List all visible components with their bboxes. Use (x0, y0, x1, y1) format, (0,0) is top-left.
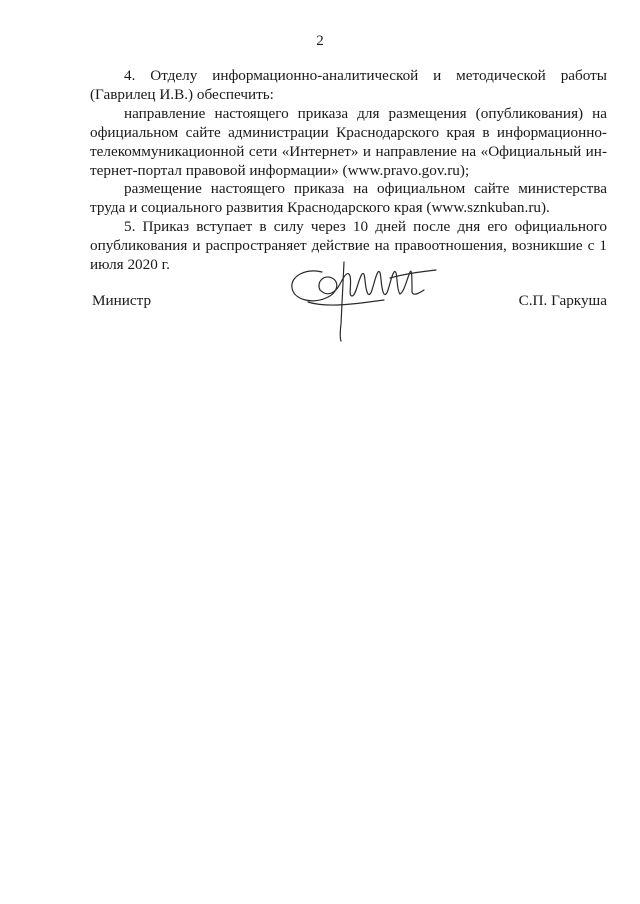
document-body (90, 67, 607, 275)
paragraph-publication-sznkuban: размещение настоящего приказа на официальном сайте министерства труда и социального развития Краснодарского края (www.sznkuban.ru). (90, 180, 607, 217)
signature-stroke (390, 270, 436, 278)
signature-block (90, 292, 607, 312)
position-title: Министр (92, 292, 152, 309)
paragraph-item-4: 4. Отделу информационно-аналитической и методической работы (Гаврилец И.В.) обеспечить: (90, 67, 607, 103)
page-number: 2 (316, 33, 324, 49)
paragraph-publication-pravo: направление настоящего приказа для размещения (опубликования) на официальном сайте администрации Краснодарского края в информационно-телекоммуникационной сети «Интернет» и направление на «Официальный интернет-портал правовой информации» (www.pravo.gov.ru); (90, 104, 607, 179)
signer-name: С.П. Гаркуша (518, 292, 607, 309)
paragraph-item-5: 5. Приказ вступает в силу через 10 дней после дня его официального опубликования и распространяет действие на правоотношения, возникшие с 1 июля 2020 г. (90, 218, 607, 274)
